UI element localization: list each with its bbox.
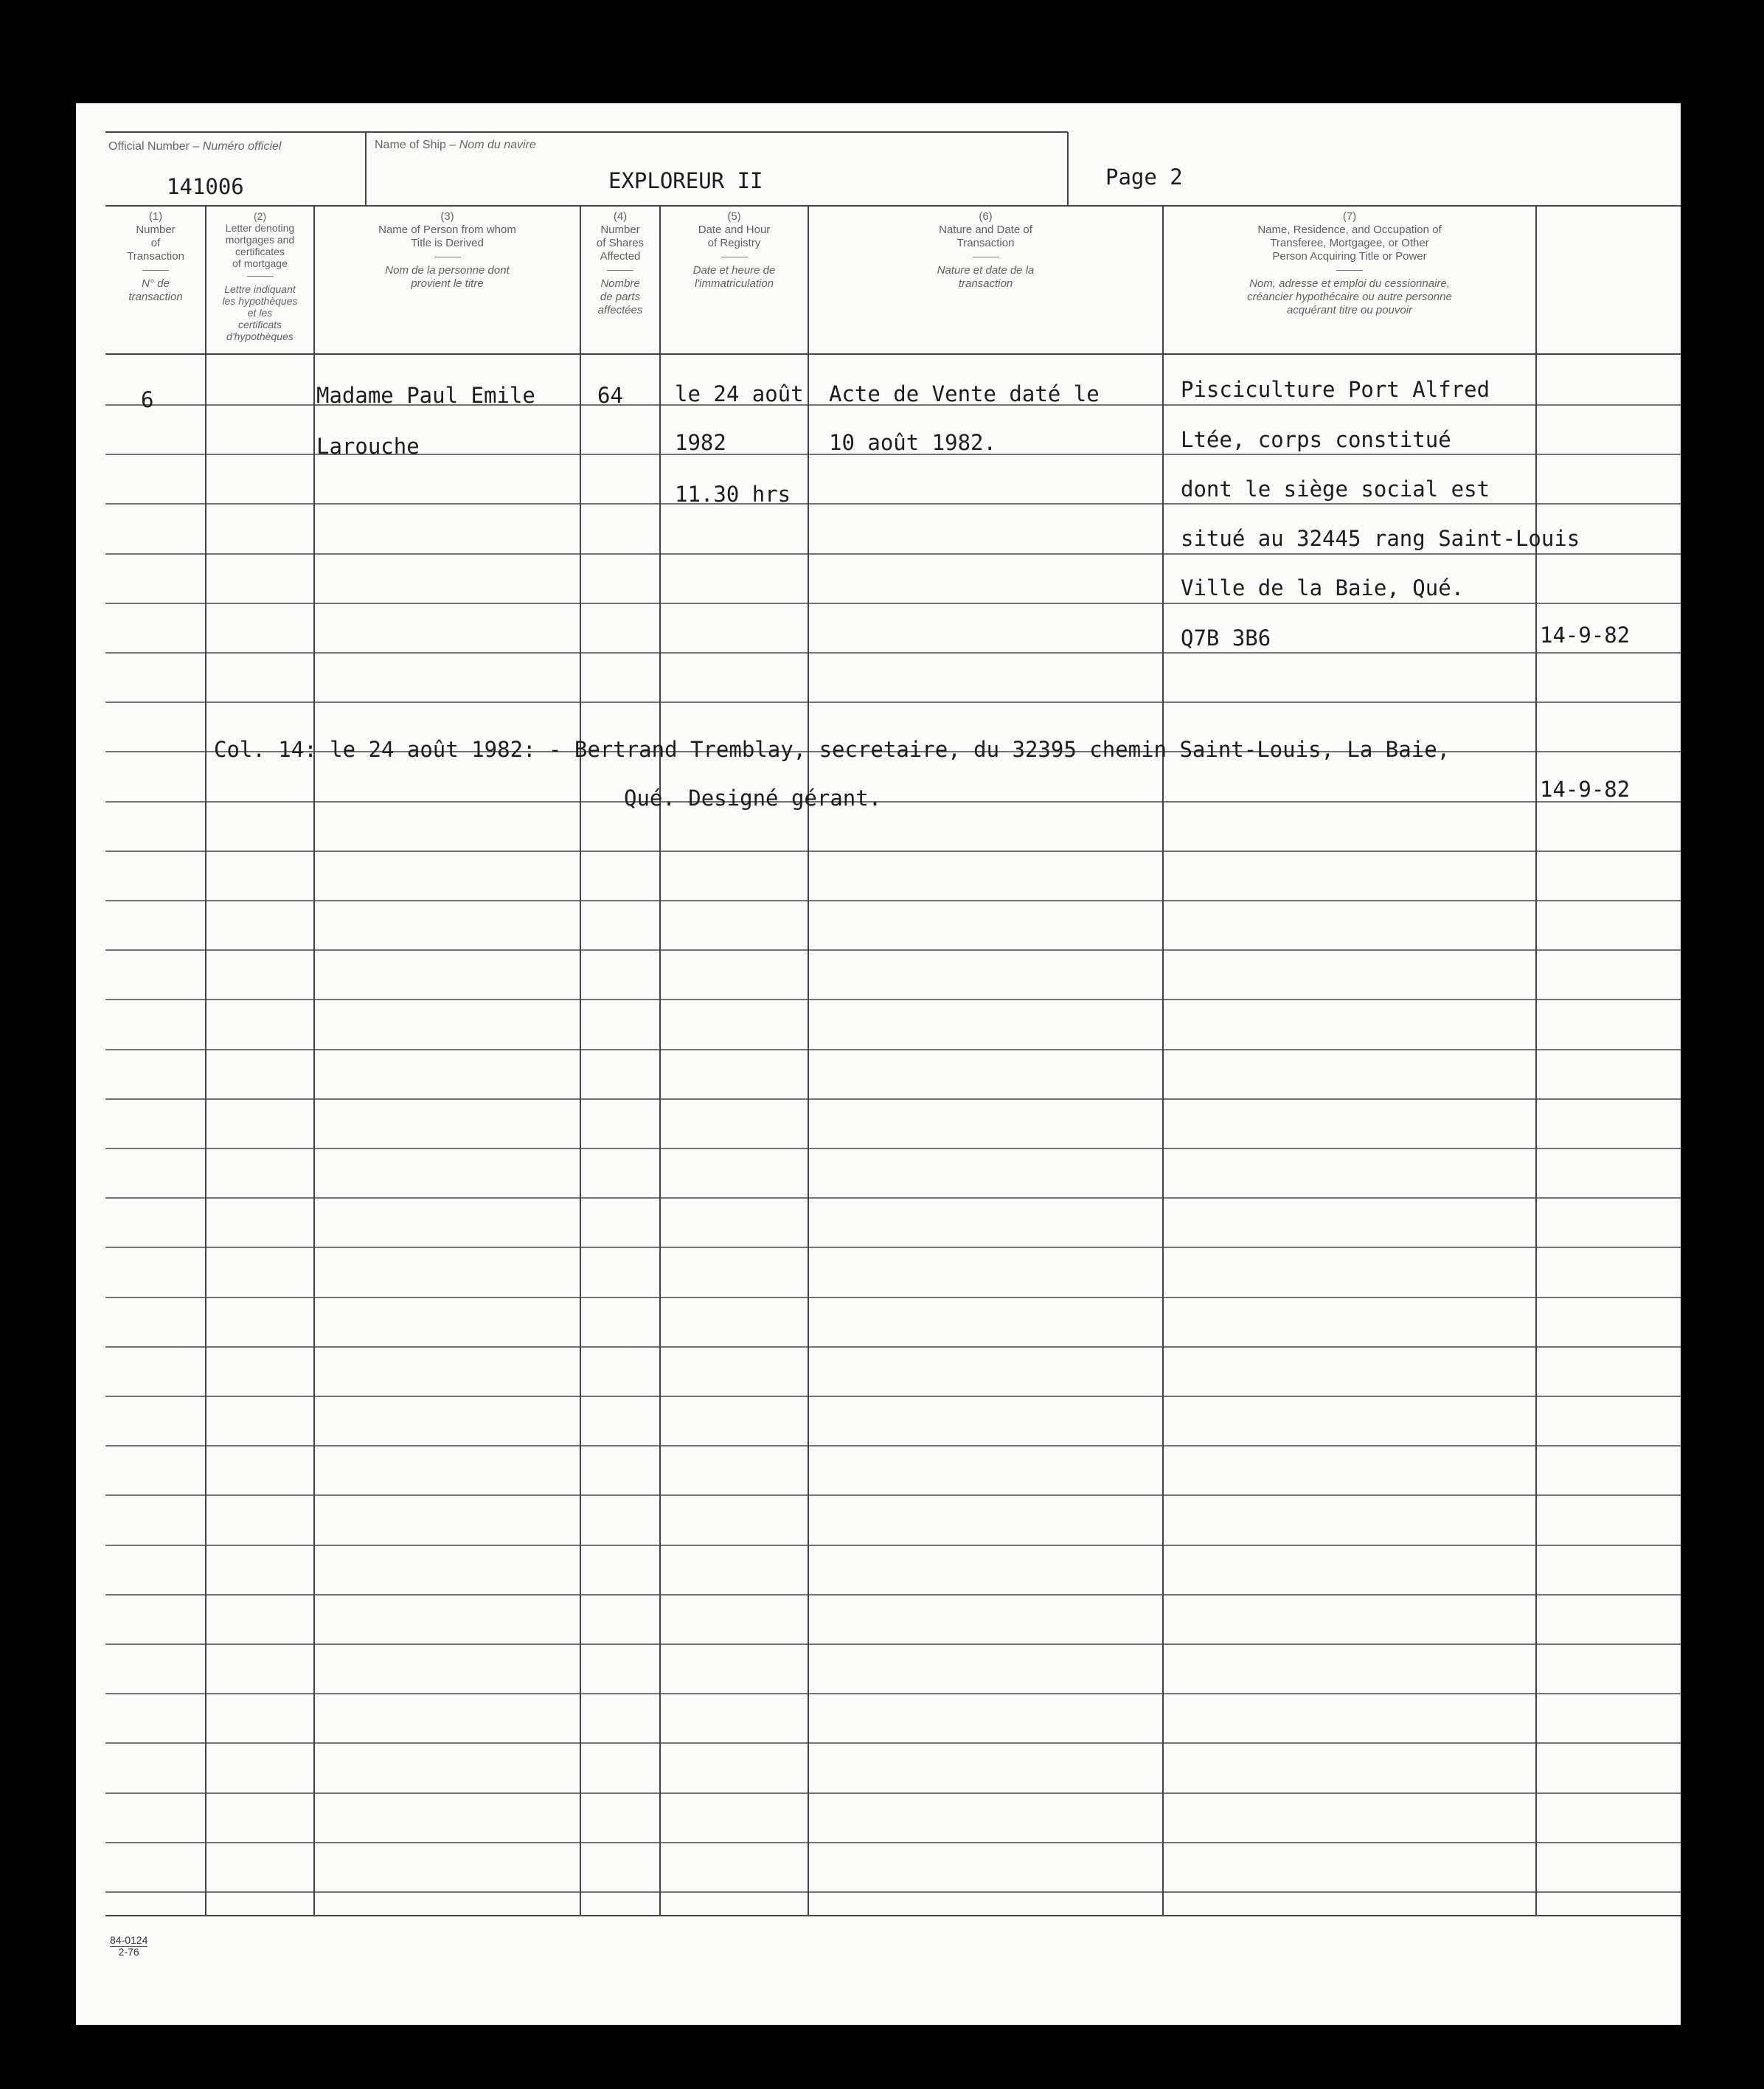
header-divider [247,276,274,277]
transferee-line-5: Ville de la Baie, Qué. [1181,575,1465,600]
column-number: (3) [440,210,454,223]
register-page [76,103,1681,2025]
entry-date-initials: 14-9-82 [1540,623,1631,648]
column-number: (4) [613,210,628,223]
nature-line-2: 10 août 1982. [829,430,996,455]
column-label-fr: Nature et date de la transaction [937,264,1035,290]
column-header-7 [1163,210,1536,317]
from-person-line-1: Madame Paul Emile [316,383,535,408]
column-label-fr: Date et heure de l'immatriculation [692,264,776,290]
registry-date-line-3: 11.30 hrs [675,482,791,507]
column-header-6 [808,210,1163,291]
nature-line-1: Acte de Vente daté le [829,381,1100,406]
transferee-line-2: Ltée, corps constitué [1181,427,1451,452]
column-label-en: Name of Person from whom Title is Derived [378,224,516,249]
page-number: Page 2 [1105,164,1183,190]
header-divider [142,270,169,271]
ship-name: EXPLOREUR II [608,168,763,193]
column-label-en: Letter denoting mortgages and certificates of mortgage [225,222,295,269]
column-header-2 [206,210,314,342]
column-label-fr: Nombre de parts affectées [597,277,643,316]
column-label-en: Name, Residence, and Occupation of Transferee, Mortgagee, or Other Person Acquiring Title or Power [1257,224,1442,263]
column-header-4 [580,210,660,317]
column-label-fr: N° de transaction [128,277,183,303]
note-line-2: Qué. Designé gérant. [624,786,882,811]
column-number: (5) [727,210,741,223]
from-person-line-2: Larouche [316,434,420,459]
column-number: (1) [148,210,163,223]
form-code: 84-0124 2-76 [110,1934,148,1958]
transferee-line-1: Pisciculture Port Alfred [1181,377,1490,402]
column-label-fr: Lettre indiquant les hypothèques et les certificats d'hypothèques [222,283,298,342]
column-label-fr: Nom de la personne dont provient le titre [385,264,510,290]
column-label-en: Number of Transaction [127,224,184,263]
column-header-1 [105,210,206,304]
transferee-line-3: dont le siège social est [1181,477,1490,502]
ship-name-label: Name of Ship – Nom du navire [375,139,536,151]
column-label-en: Number of Shares Affected [596,224,645,263]
note-line-1: Col. 14: le 24 août 1982: - Bertrand Tremblay, secretaire, du 32395 chemin Saint-Louis, La Baie, [214,737,1451,762]
shares-affected: 64 [597,383,623,408]
registry-date-line-2: 1982 [675,430,726,455]
column-label-en: Date and Hour of Registry [698,224,771,249]
official-number: 141006 [167,174,244,199]
transferee-line-4: situé au 32445 rang Saint-Louis [1181,526,1580,551]
column-number: (6) [979,210,993,223]
column-label-fr: Nom, adresse et emploi du cessionnaire, créancier hypothécaire ou autre personne acquérant titre ou pouvoir [1247,277,1452,316]
note-date: 14-9-82 [1540,777,1631,802]
transferee-line-6: Q7B 3B6 [1181,626,1271,651]
header-divider [1336,270,1363,271]
column-number: (2) [253,210,267,222]
column-header-5 [660,210,808,291]
official-number-label: Official Number – Numéro officiel [108,140,282,153]
transaction-number: 6 [141,387,154,412]
header-divider [607,270,633,271]
column-header-3 [314,210,580,291]
column-label-en: Nature and Date of Transaction [939,224,1032,249]
registry-date-line-1: le 24 août [675,381,804,406]
column-number: (7) [1342,210,1357,223]
